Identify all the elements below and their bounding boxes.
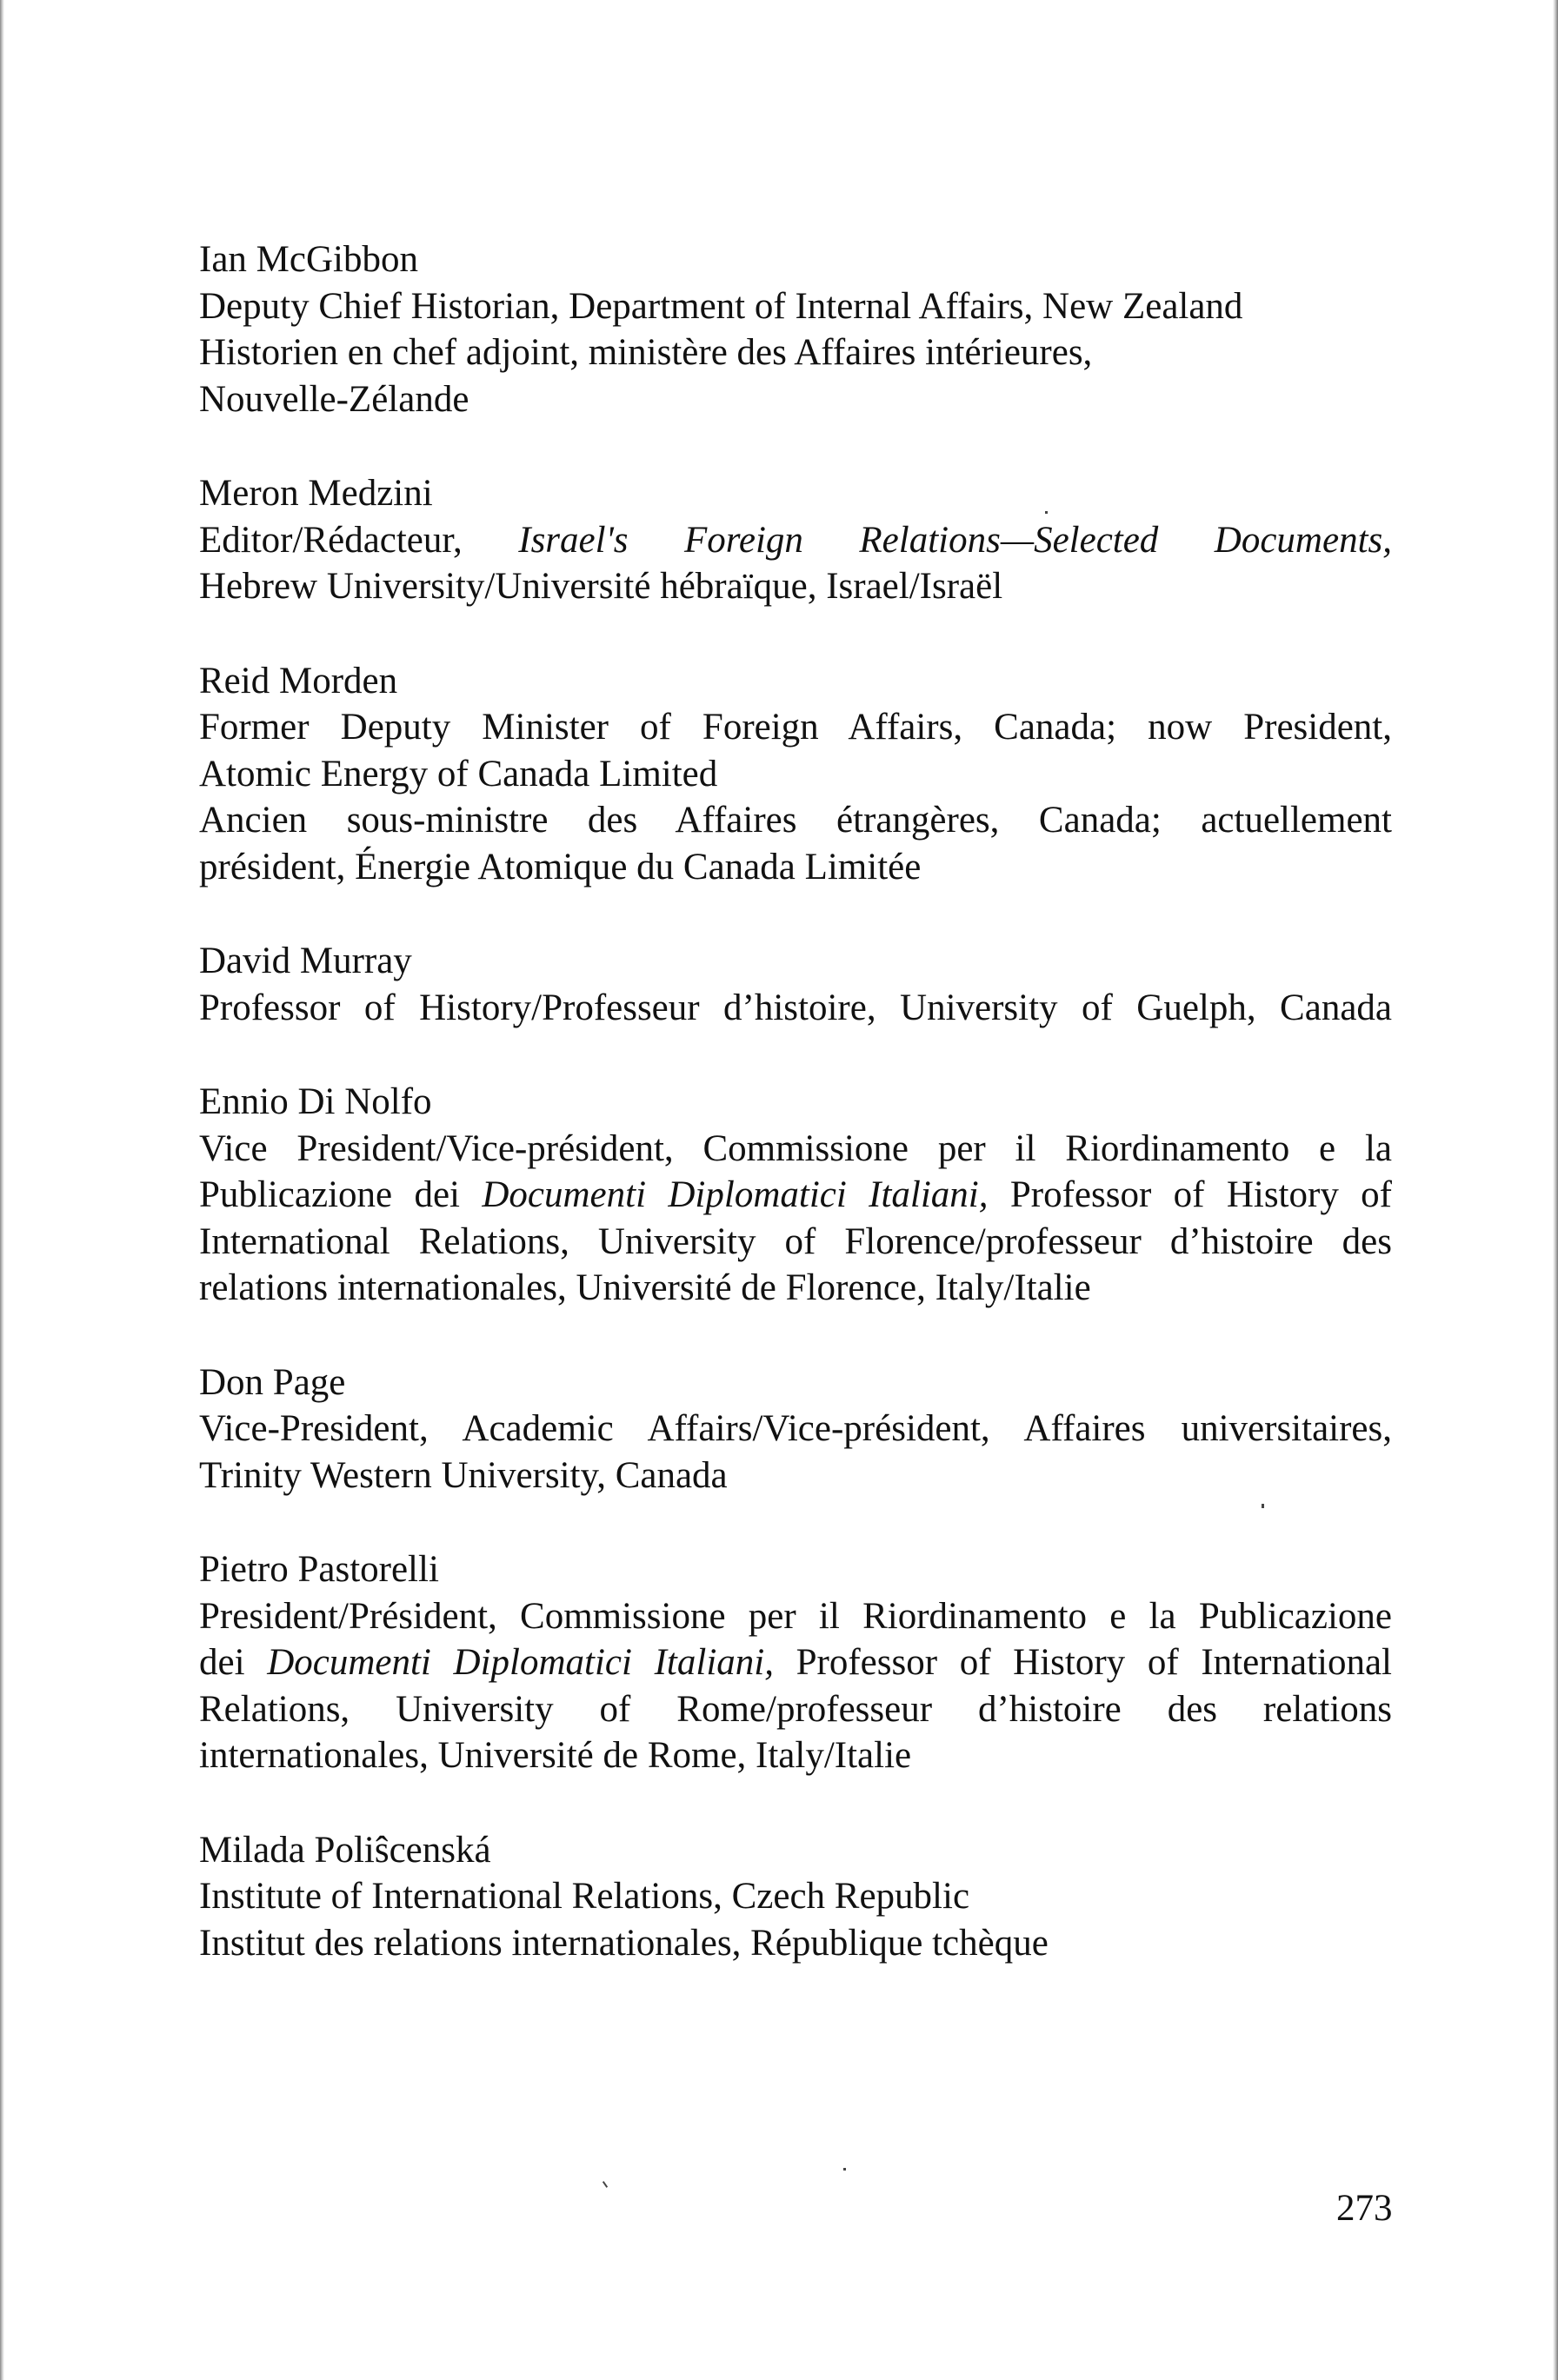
publication-title: Documenti Diplomatici Italiani, [482, 1174, 989, 1215]
affiliation-line: International Relations, University of Florence/professeur d’histoire des [199, 1220, 1392, 1262]
list-item [199, 658, 1392, 891]
person-name: Meron Medzini [199, 473, 433, 514]
person-name: Ennio Di Nolfo [199, 1081, 432, 1122]
page-edge-shadow-right [1553, 0, 1558, 2380]
list-item [199, 470, 1392, 610]
affiliation-line: Vice-President, Academic Affairs/Vice-président, Affaires universitaires, [199, 1408, 1392, 1449]
list-item [199, 1827, 1392, 1967]
affiliation-line: Atomic Energy of Canada Limited [199, 753, 718, 794]
person-name: David Murray [199, 941, 412, 981]
affiliation-line: Deputy Chief Historian, Department of Internal Affairs, New Zealand [199, 285, 1243, 327]
page-number: 273 [1336, 2188, 1393, 2229]
list-item [199, 1546, 1392, 1779]
publication-title: Documenti Diplomatici Italiani, [267, 1642, 774, 1683]
list-item [199, 938, 1392, 1031]
list-item [199, 1360, 1392, 1499]
list-item [199, 1079, 1392, 1312]
affiliation-text: Publicazione dei [199, 1174, 460, 1215]
affiliation-line: Hebrew University/Université hébraïque, Israel/Israël [199, 566, 1003, 607]
person-name: Ian McGibbon [199, 239, 418, 280]
person-name: Don Page [199, 1361, 346, 1403]
scan-speck [1045, 511, 1048, 514]
affiliation-line: Vice President/Vice-président, Commissione per il Riordinamento e la [199, 1127, 1392, 1169]
page-edge-shadow-left [0, 0, 4, 2380]
affiliation-line: Nouvelle-Zélande [199, 378, 469, 420]
contributor-list [199, 236, 1392, 2014]
affiliation-line: Former Deputy Minister of Foreign Affairs, Canada; now President, [199, 707, 1392, 748]
affiliation-line: Institute of International Relations, Czech Republic [199, 1876, 970, 1917]
scan-speck [843, 2168, 846, 2171]
affiliation-line: internationales, Université de Rome, Italy/Italie [199, 1735, 912, 1776]
scan-speck [603, 2181, 608, 2188]
affiliation-line: Ancien sous-ministre des Affaires étrangères, Canada; actuellement [199, 800, 1392, 841]
affiliation-text: Professor of History of International [796, 1642, 1392, 1683]
affiliation-text: Editor/Rédacteur, [199, 519, 463, 561]
list-item [199, 236, 1392, 422]
affiliation-line: Professor of History/Professeur d’histoire, University of Guelph, Canada [199, 987, 1392, 1028]
person-name: Reid Morden [199, 660, 398, 701]
affiliation-text: Professor of History of [1009, 1174, 1392, 1215]
affiliation-line: Institut des relations internationales, République tchèque [199, 1922, 1049, 1964]
affiliation-text: dei [199, 1642, 245, 1683]
affiliation-line: Historien en chef adjoint, ministère des Affaires intérieures, [199, 332, 1093, 373]
affiliation-line: Trinity Western University, Canada [199, 1454, 728, 1496]
affiliation-line [199, 1639, 1392, 1686]
person-name: Pietro Pastorelli [199, 1549, 439, 1590]
affiliation-line [199, 1172, 1392, 1219]
affiliation-line: Relations, University of Rome/professeur d’histoire des relations [199, 1688, 1392, 1730]
scan-speck [1262, 1504, 1264, 1508]
affiliation-line: relations internationales, Université de Florence, Italy/Italie [199, 1267, 1091, 1308]
affiliation-line: président, Énergie Atomique du Canada Limitée [199, 846, 922, 888]
person-name: Milada Poliŝcenská [199, 1829, 491, 1871]
publication-title: Israel's Foreign Relations—Selected Documents, [518, 519, 1393, 561]
affiliation-line [199, 517, 1392, 564]
affiliation-line: President/Président, Commissione per il Riordinamento e la Publicazione [199, 1595, 1392, 1637]
